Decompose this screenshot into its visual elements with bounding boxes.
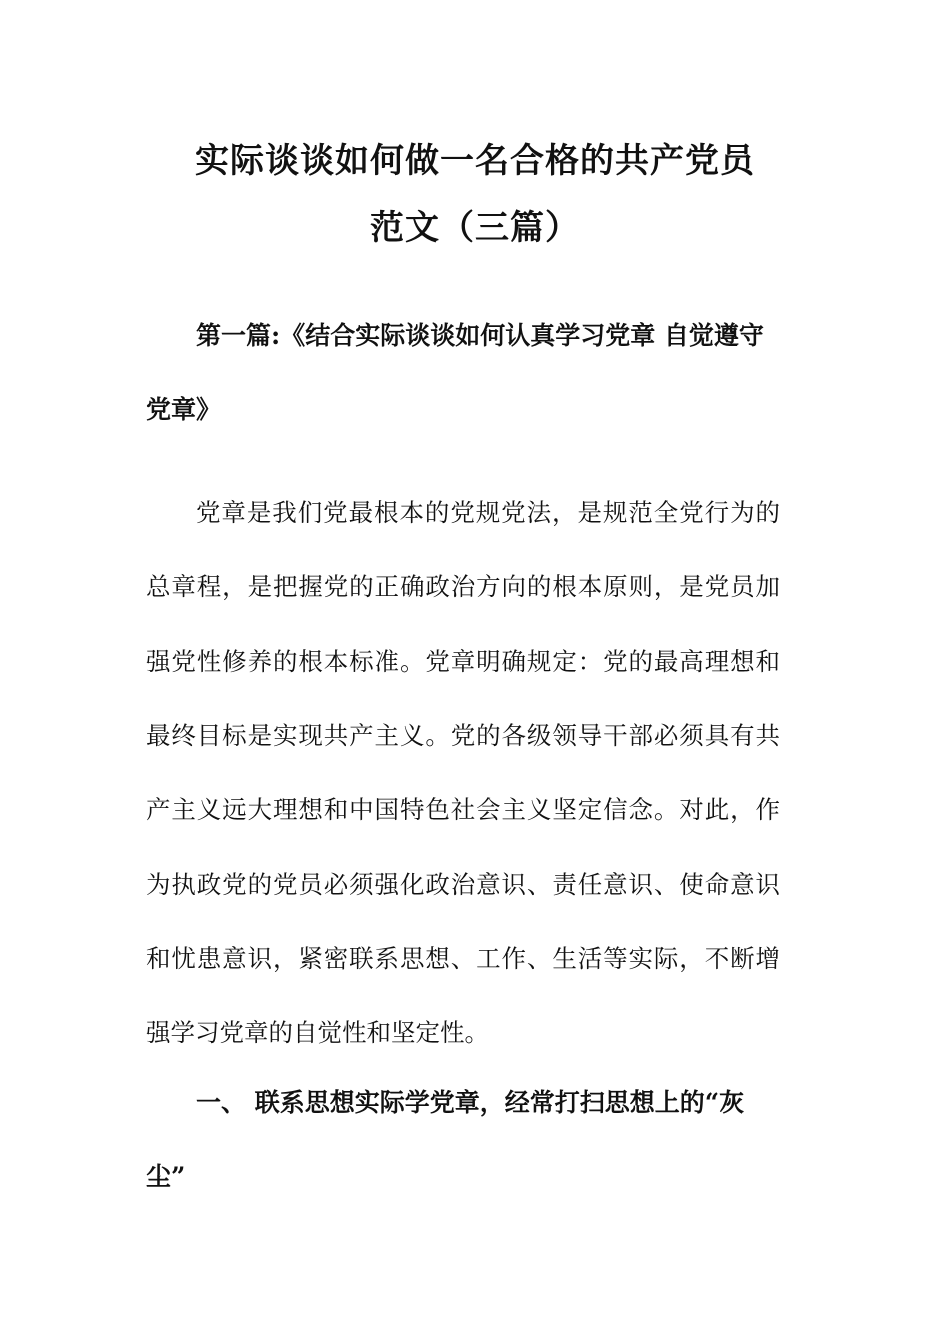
paragraph-line: 强学习党章的自觉性和坚定性。 <box>146 1018 489 1047</box>
paragraph-line: 强党性修养的根本标准。党章明确规定：党的最高理想和 <box>146 647 780 676</box>
subheading-line-2: 尘” <box>146 1162 186 1191</box>
subheading-line-1: 一、 联系思想实际学党章，经常打扫思想上的“灰 <box>196 1088 745 1117</box>
paragraph-line: 产主义远大理想和中国特色社会主义坚定信念。对此，作 <box>146 795 780 824</box>
document-title-line-1: 实际谈谈如何做一名合格的共产党员 <box>195 141 755 181</box>
section-heading-line-1: 第一篇:《结合实际谈谈如何认真学习党章 自觉遵守 <box>196 321 764 350</box>
paragraph-line: 党章是我们党最根本的党规党法，是规范全党行为的 <box>196 498 780 527</box>
paragraph-line: 最终目标是实现共产主义。党的各级领导干部必须具有共 <box>146 721 780 750</box>
section-heading-line-2: 党章》 <box>146 395 222 424</box>
paragraph-line: 为执政党的党员必须强化政治意识、责任意识、使命意识 <box>146 870 780 899</box>
paragraph-line: 总章程，是把握党的正确政治方向的根本原则，是党员加 <box>146 572 780 601</box>
paragraph-line: 和忧患意识，紧密联系思想、工作、生活等实际，不断增 <box>146 944 780 973</box>
document-title-line-2: 范文（三篇） <box>370 208 580 248</box>
